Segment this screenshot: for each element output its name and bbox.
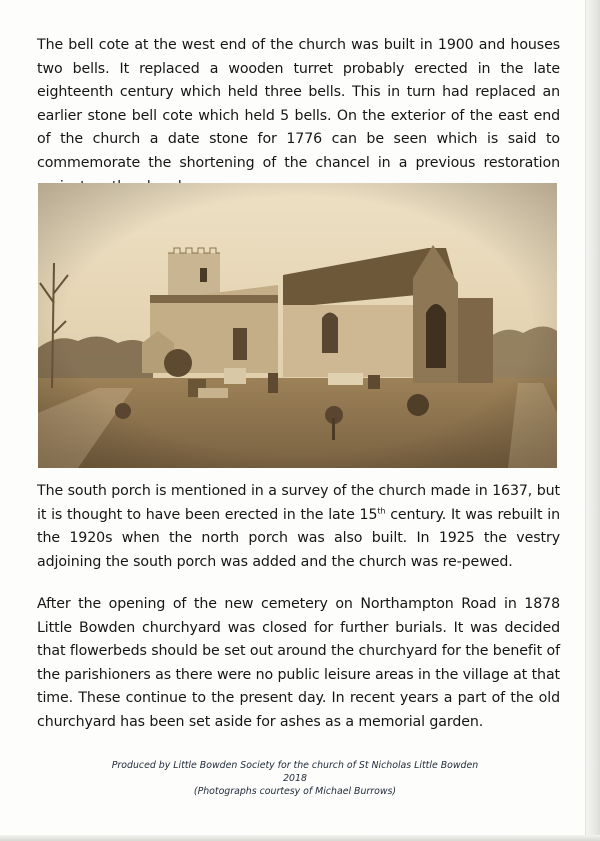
paragraph-churchyard: After the opening of the new cemetery on Northampton Road in 1878 Little Bowden churchyard was closed for further burials. It was decided that flowerbeds should be set out around the churchyard for the benefit of the parishioners as there were no public leisure areas in the village at that time. These continue to the present day. In recent years a part of the old churchyard has been set aside for ashes as a memorial garden. [37,596,560,730]
footer-credits [60,759,530,798]
footer-photo-credit: (Photographs courtesy of Michael Burrows) [193,786,397,797]
church-photograph [38,183,557,468]
superscript-th: th [377,505,386,515]
bottom-edge [0,835,600,841]
paragraph-south-porch-part1: The south porch is mentioned in a survey of the church made in 1637, but it is thought to have been erected in the late 15 [37,483,560,523]
footer-producer: Produced by Little Bowden Society for the church of St Nicholas Little Bowden [111,760,479,771]
paragraph-south-porch [37,480,560,574]
paragraph-bell-cote: The bell cote at the west end of the church was built in 1900 and houses two bells. It replaced a wooden turret probably erected in the late eighteenth century which held three bells. This in turn had replaced an earlier stone bell cote which held 5 bells. On the exterior of the east end of the church a date stone for 1776 can be seen which is said to commemorate the shortening of the chancel in a previous restoration [37,37,560,171]
page-edge [585,0,600,841]
paragraph-south-porch-part2: century. It was rebuilt in the 1920s when the north porch was also built. In 1925 the vestry adjoining the south porch was added and the church was re-pewed. [37,506,560,570]
footer-year: 2018 [283,773,307,784]
